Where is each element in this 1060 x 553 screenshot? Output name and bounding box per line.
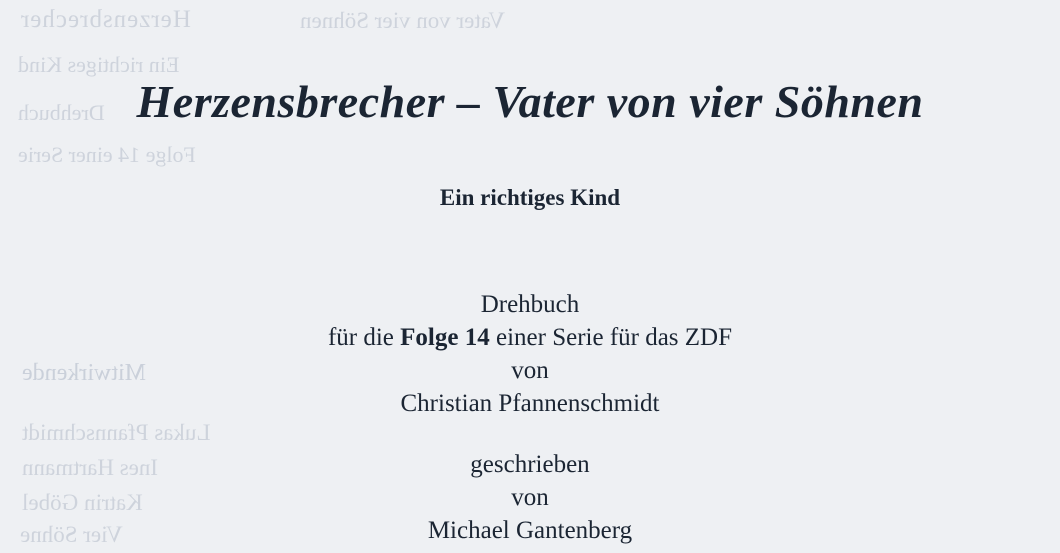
series-line-suffix: einer Serie für das ZDF — [495, 324, 733, 351]
bleed-text-line: Mitwirkende — [22, 360, 146, 386]
series-line — [0, 321, 1060, 354]
bleed-text-line: Lukas Pfannschmidt — [22, 420, 211, 445]
author-name-1: Christian Pfannenschmidt — [400, 390, 660, 417]
page-title: Herzensbrecher – Vater von vier Söhnen — [136, 75, 924, 127]
bleed-text-line: Ines Hartmann — [22, 455, 159, 480]
episode-number: Folge 14 — [400, 324, 490, 351]
credits-spacer — [0, 420, 1060, 448]
bleed-text-line: Vier Söhne — [20, 522, 123, 547]
credits-block — [0, 288, 1060, 547]
author-name-2: Michael Gantenberg — [427, 517, 633, 544]
by-label-1: von — [511, 357, 549, 384]
bleed-text-line: Herzensbrecher — [20, 6, 191, 33]
bleed-text-line: Drehbuch — [18, 100, 105, 125]
bleed-text-line: Ein richtiges Kind — [18, 52, 180, 77]
bleed-text-line: Vater von vier Söhnen — [300, 8, 506, 33]
series-line-prefix: für die — [327, 324, 394, 351]
bleed-text-line: Folge 14 einer Serie — [18, 142, 196, 167]
episode-title: Ein richtiges Kind — [439, 185, 621, 211]
bleed-text-line: Katrin Göbel — [22, 490, 143, 515]
by-label-2: von — [511, 484, 549, 511]
written-label: geschrieben — [470, 451, 590, 478]
script-label: Drehbuch — [480, 291, 580, 318]
